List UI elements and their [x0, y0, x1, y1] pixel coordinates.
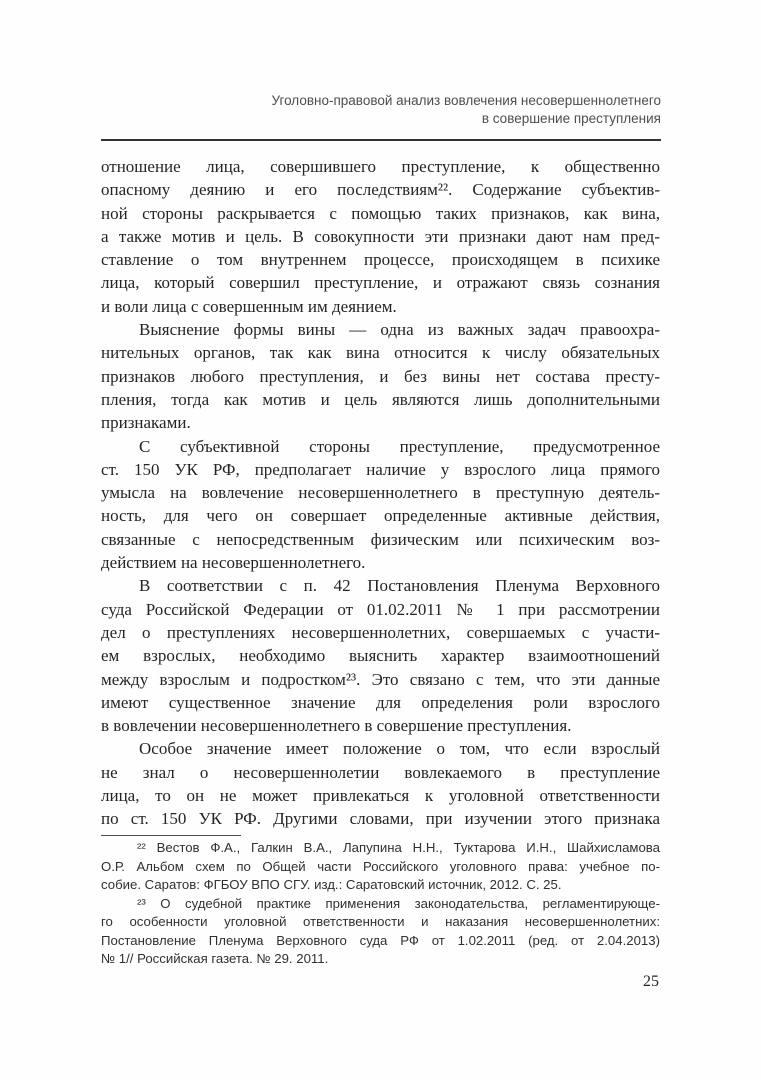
paragraph: [101, 435, 660, 575]
footnotes: [101, 839, 660, 969]
text-line: по ст. 150 УК РФ. Другими словами, при изучении этого признака: [101, 809, 660, 829]
text-line: Особое значение имеет положение о том, что если взрослый: [139, 739, 660, 759]
running-header-line-2: в совершение преступления: [481, 111, 661, 126]
text-line: признаков любого преступления, и без вины нет состава престу-: [101, 366, 660, 386]
text-line: отношение лица, совершившего преступление, к общественно: [101, 157, 660, 176]
paragraph: [101, 318, 660, 434]
text-line: между взрослым и подростком²³. Это связано с тем, что эти данные: [101, 669, 660, 689]
text-line: лица, который совершил преступление, и отражают связь сознания: [101, 273, 660, 293]
footnote-line: ²³ О судебной практике применения законодательства, регламентирующе-: [137, 895, 660, 911]
paragraph: [101, 574, 660, 737]
text-line: связанные с непосредственным физическим или психическим воз-: [101, 529, 660, 549]
text-line: нительных органов, так как вина относится к числу обязательных: [101, 343, 660, 363]
text-line: лица, то он не может привлекаться к уголовной ответственности: [101, 786, 660, 806]
footnote-line: го особенности уголовной ответственности и наказания несовершеннолетних:: [101, 914, 660, 929]
header-rule: [101, 139, 661, 141]
text-line: имеют существенное значение для определения роли взрослого: [101, 692, 660, 712]
footnote: [101, 895, 660, 969]
text-line: ст. 150 УК РФ, предполагает наличие у взрослого лица прямого: [101, 459, 660, 479]
text-line: ем взрослых, необходимо выяснить характер взаимоотношений: [101, 646, 660, 666]
text-line: пления, тогда как мотив и цель являются лишь дополнительными: [101, 389, 660, 409]
footnote-line: собие. Саратов: ФГБОУ ВПО СГУ. изд.: Саратовский источник, 2012. С. 25.: [101, 877, 562, 892]
text-line: С субъективной стороны преступление, предусмотренное: [139, 436, 660, 456]
paragraph: [101, 155, 660, 318]
text-line: действием на несовершеннолетнего.: [101, 553, 366, 573]
text-line: опасному деянию и его последствиям²². Содержание субъектив-: [101, 180, 660, 200]
text-line: умысла на вовлечение несовершеннолетнего в преступную деятель-: [101, 483, 660, 503]
text-line: и воли лица с совершенным им деянием.: [101, 296, 397, 316]
paragraph: [101, 737, 660, 830]
running-header: [101, 92, 661, 128]
text-line: в вовлечении несовершеннолетнего в совершение преступления.: [101, 716, 572, 736]
footnote-line: № 1// Российская газета. № 29. 2011.: [101, 951, 329, 966]
text-line: Выяснение формы вины — одна из важных задач правоохра-: [139, 320, 660, 340]
running-header-line-1: Уголовно-правовой анализ вовлечения несовершеннолетнего: [271, 93, 661, 108]
footnote-line: Постановление Пленума Верховного суда РФ от 1.02.2011 (ред. от 2.04.2013): [101, 932, 660, 948]
text-line: ной стороны раскрывается с помощью таких признаков, как вина,: [101, 203, 660, 223]
text-line: не знал о несовершеннолетии вовлекаемого в преступление: [101, 762, 660, 782]
page-number: 25: [643, 973, 659, 990]
footnote-line: ²² Вестов Ф.А., Галкин В.А., Лапупина Н.Н., Туктарова И.Н., Шайхисламова: [137, 840, 660, 855]
footnote: [101, 839, 660, 895]
text-line: суда Российской Федерации от 01.02.2011 № 1 при рассмотрении: [101, 599, 660, 619]
text-line: ность, для чего он совершает определенные активные действия,: [101, 506, 660, 526]
text-line: дел о преступлениях несовершеннолетних, совершаемых с участи-: [101, 622, 660, 642]
text-line: а также мотив и цель. В совокупности эти признаки дают нам пред-: [101, 226, 660, 246]
text-line: признаками.: [101, 413, 191, 433]
text-line: ставление о том внутреннем процессе, происходящем в психике: [101, 250, 660, 270]
text-line: В соответствии с п. 42 Постановления Пленума Верховного: [139, 576, 660, 596]
body-text: [101, 155, 660, 831]
footnote-separator: [101, 835, 241, 836]
footnote-line: О.Р. Альбом схем по Общей части Российского уголовного права: учебное по-: [101, 858, 660, 874]
